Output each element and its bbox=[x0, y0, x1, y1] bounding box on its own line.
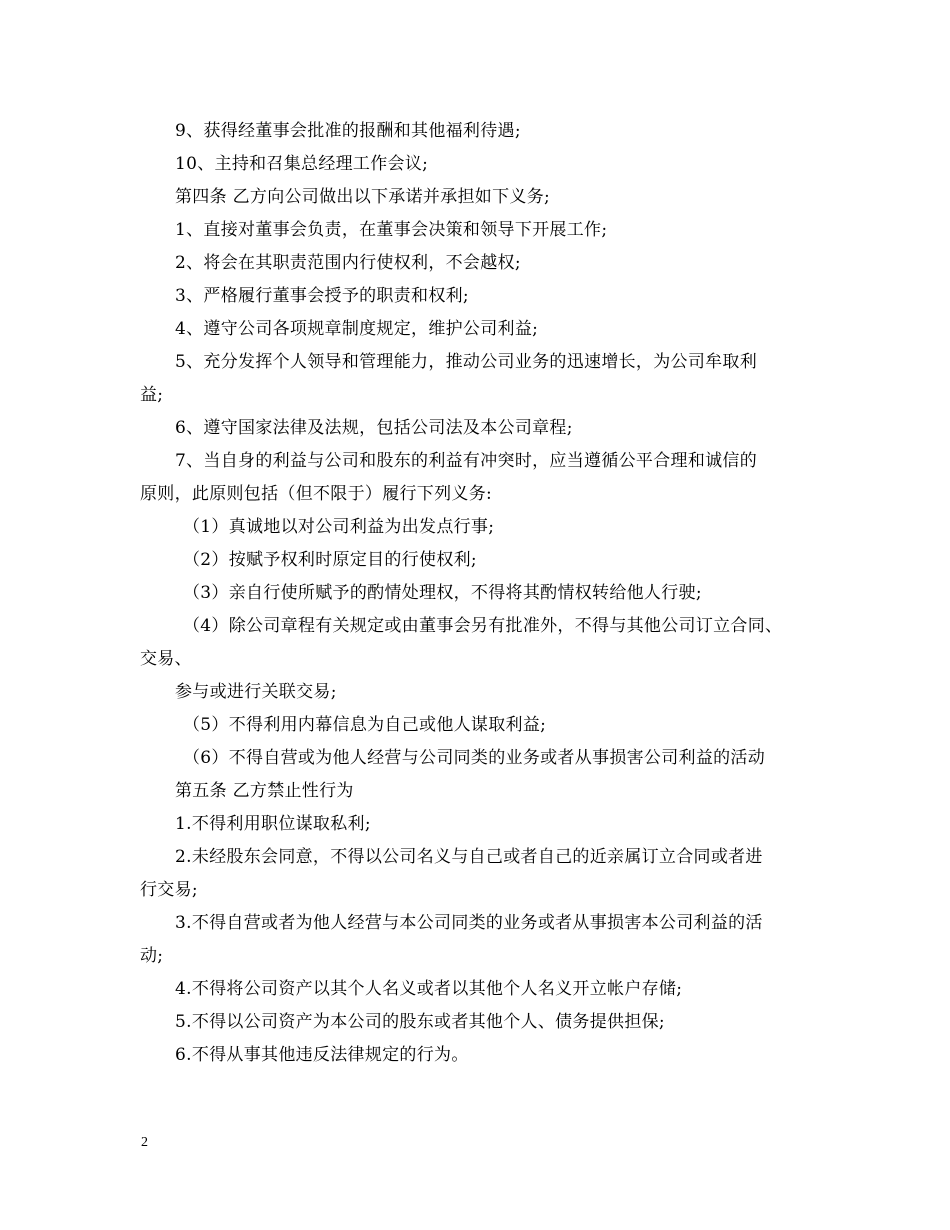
text-line: 参与或进行关联交易; bbox=[175, 682, 337, 702]
text-line: （5）不得利用内幕信息为自己或他人谋取利益; bbox=[183, 715, 547, 735]
article-heading: 第五条 乙方禁止性行为 bbox=[175, 781, 354, 801]
document-body bbox=[140, 115, 820, 1072]
text-line: 行交易; bbox=[140, 880, 198, 900]
text-line: 9、获得经董事会批准的报酬和其他福利待遇; bbox=[175, 121, 521, 141]
text-line: （1）真诚地以对公司利益为出发点行事; bbox=[183, 517, 495, 537]
text-line: （6）不得自营或为他人经营与公司同类的业务或者从事损害公司利益的活动 bbox=[183, 748, 766, 768]
text-line: 5、充分发挥个人领导和管理能力，推动公司业务的迅速增长，为公司牟取利 bbox=[175, 352, 758, 372]
text-line: 2.未经股东会同意，不得以公司名义与自己或者自己的近亲属订立合同或者进 bbox=[175, 847, 763, 867]
page-number: 2 bbox=[141, 1135, 148, 1150]
text-line: 7、当自身的利益与公司和股东的利益有冲突时，应当遵循公平合理和诚信的 bbox=[175, 451, 758, 471]
text-line: （2）按赋予权利时原定目的行使权利; bbox=[183, 550, 477, 570]
text-line: 原则，此原则包括（但不限于）履行下列义务: bbox=[140, 484, 493, 504]
text-line: 动; bbox=[140, 946, 164, 966]
text-line: 6、遵守国家法律及法规，包括公司法及本公司章程; bbox=[175, 418, 573, 438]
text-line: 1.不得利用职位谋取私利; bbox=[175, 814, 371, 834]
text-line: 2、将会在其职责范围内行使权利，不会越权; bbox=[175, 253, 521, 273]
text-line: 5.不得以公司资产为本公司的股东或者其他个人、债务提供担保; bbox=[175, 1012, 665, 1032]
text-line: （3）亲自行使所赋予的酌情处理权，不得将其酌情权转给他人行驶; bbox=[183, 583, 702, 603]
text-line: （4）除公司章程有关规定或由董事会另有批准外，不得与其他公司订立合同、 bbox=[183, 616, 783, 636]
text-line: 4、遵守公司各项规章制度规定，维护公司利益; bbox=[175, 319, 539, 339]
text-line: 3、严格履行董事会授予的职责和权利; bbox=[175, 286, 469, 306]
text-line: 10、主持和召集总经理工作会议; bbox=[175, 154, 429, 174]
text-line: 3.不得自营或者为他人经营与本公司同类的业务或者从事损害本公司利益的活 bbox=[175, 913, 763, 933]
text-line: 1、直接对董事会负责，在董事会决策和领导下开展工作; bbox=[175, 220, 608, 240]
text-line: 益; bbox=[140, 385, 164, 405]
text-line: 6.不得从事其他违反法律规定的行为。 bbox=[175, 1045, 469, 1065]
text-line: 交易、 bbox=[140, 649, 192, 669]
text-line: 4.不得将公司资产以其个人名义或者以其他个人名义开立帐户存储; bbox=[175, 979, 683, 999]
article-heading: 第四条 乙方向公司做出以下承诺并承担如下义务; bbox=[175, 187, 551, 207]
